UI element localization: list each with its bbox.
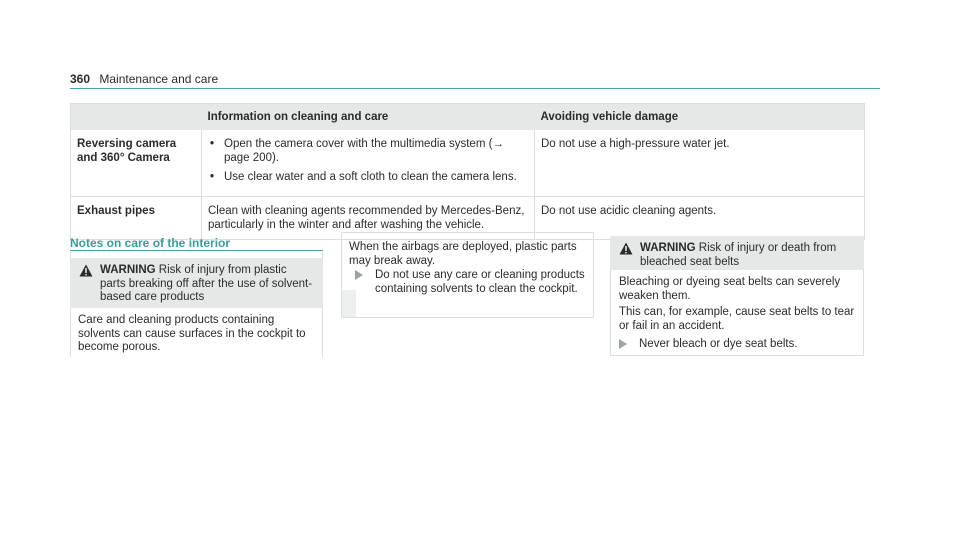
warning-text: Risk of injury or death from bleached seat belts <box>640 242 837 268</box>
warning-text: Risk of injury from plastic parts breaking off after the use of solvent-based care products <box>100 264 313 303</box>
instruction-arrow-icon <box>619 339 627 349</box>
row-part: Exhaust pipes <box>71 197 202 240</box>
warning-header <box>610 236 864 270</box>
instruction-arrow-icon <box>355 270 363 280</box>
warning-label: WARNING <box>100 264 156 276</box>
row-info: Clean with cleaning agents recommended by Mercedes-Benz, particularly in the winter and after washing the vehicle. <box>202 197 535 240</box>
page-number: 360 <box>70 72 91 86</box>
warning-body-text: Bleaching or dyeing seat belts can severely weaken them. <box>619 276 841 302</box>
section-title: Notes on care of the interior <box>70 236 231 250</box>
page-header <box>70 72 218 86</box>
section-name: Maintenance and care <box>99 72 219 86</box>
bullet-icon: • <box>210 138 215 150</box>
col-header-info: Information on cleaning and care <box>202 104 535 131</box>
warning-triangle-icon <box>619 242 633 255</box>
warning-header <box>70 258 323 308</box>
list-item: • Use clear water and a soft cloth to clean the camera lens. <box>210 171 517 183</box>
table-row <box>71 130 865 197</box>
row-part-line2: and 360° Camera <box>77 152 170 164</box>
airbag-text: When the airbags are deployed, plastic parts may break away. <box>349 241 577 267</box>
list-item: • Open the camera cover with the multimedia system (→ page 200). <box>210 138 504 164</box>
col-header-avoid: Avoiding vehicle damage <box>535 104 865 131</box>
airbag-instruction: Do not use any care or cleaning products containing solvents to clean the cockpit. <box>353 269 595 296</box>
header-divider <box>70 88 880 89</box>
section-divider <box>70 250 323 251</box>
row-avoid: Do not use a high-pressure water jet. <box>535 130 865 197</box>
warning-label: WARNING <box>640 242 696 254</box>
cleaning-table <box>70 103 865 240</box>
warning-body: Care and cleaning products containing solvents can cause surfaces in the cockpit to become porous. <box>78 314 306 353</box>
warning-triangle-icon <box>79 264 93 277</box>
warning-body-text: This can, for example, cause seat belts to tear or fail in an accident. <box>619 306 855 332</box>
row-part <box>71 130 202 197</box>
col-header-part <box>71 104 202 131</box>
row-avoid: Do not use acidic cleaning agents. <box>535 197 865 240</box>
seatbelt-instruction: Never bleach or dye seat belts. <box>617 338 869 352</box>
table-header-row <box>71 104 865 131</box>
bullet-icon: • <box>210 171 215 183</box>
row-info <box>202 130 535 197</box>
row-part-line1: Reversing camera <box>77 138 177 150</box>
